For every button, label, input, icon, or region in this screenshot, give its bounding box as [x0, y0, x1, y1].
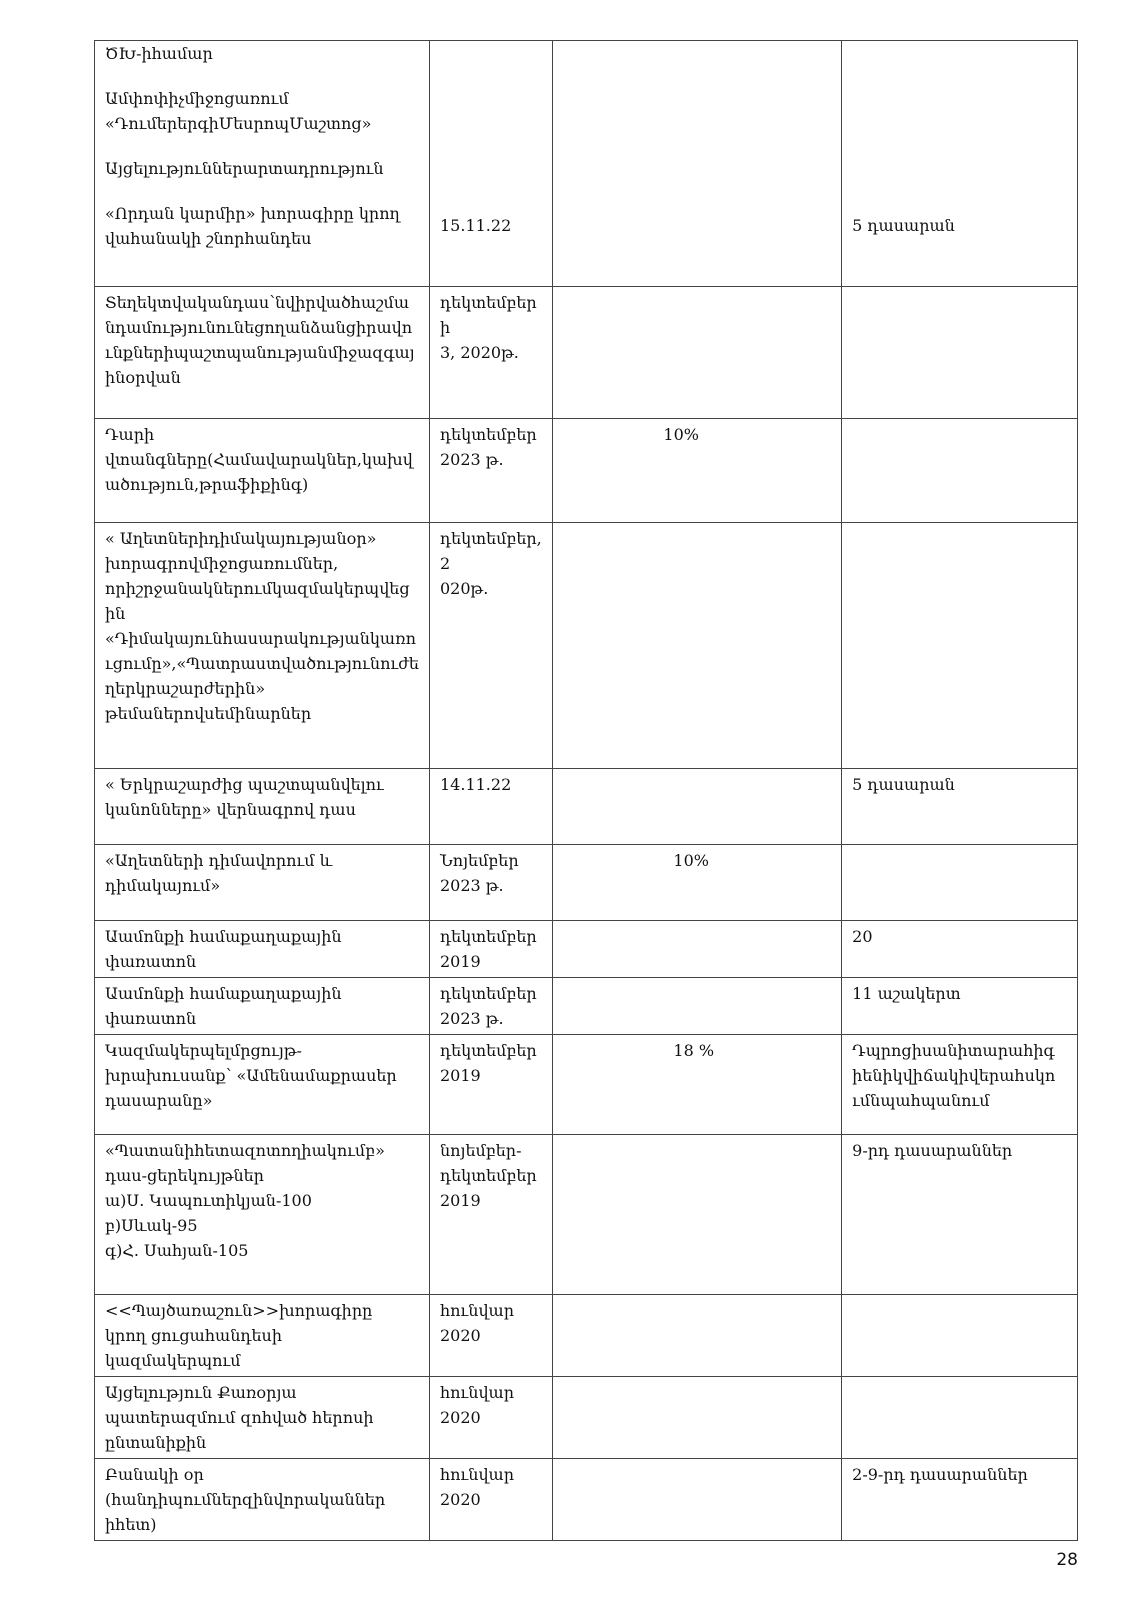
- event-cell: [95, 769, 430, 845]
- percent-cell: [553, 523, 842, 769]
- table-row: [95, 1135, 1078, 1295]
- event-cell-line: (հանդիպումներզինվորականներ: [105, 1490, 386, 1509]
- event-cell: [95, 978, 430, 1035]
- event-cell-line: [105, 181, 419, 201]
- event-cell-line: « Երկրաշարժից պաշտպանվելու: [105, 775, 384, 794]
- table-row: [95, 523, 1078, 769]
- percent-cell: [553, 1377, 842, 1459]
- date-cell: [430, 1035, 553, 1135]
- event-cell: [95, 845, 430, 921]
- event-cell-line: Տեղեկտվականդաս՝նվիրվածհաշմա: [105, 293, 409, 312]
- event-cell: [95, 1459, 430, 1541]
- date-cell-line: 2019: [440, 1066, 481, 1085]
- participants-cell: [842, 921, 1078, 978]
- event-cell-line: Աամոնքի համաքաղաքային: [105, 927, 342, 946]
- event-cell-line: նդամությունունեցողանձանցիրավո: [105, 318, 413, 337]
- table-row: [95, 845, 1078, 921]
- event-cell-line: ինօրվան: [105, 368, 181, 387]
- participants-cell-line: ւմնպահպանում: [852, 1091, 990, 1110]
- event-cell-line: ւնքներիպաշտպանությանմիջազգայ: [105, 343, 415, 362]
- table-row: [95, 287, 1078, 419]
- activities-table-body: [95, 41, 1078, 1541]
- percent-cell: [553, 921, 842, 978]
- table-row: [95, 1295, 1078, 1377]
- participants-cell: [842, 1035, 1078, 1135]
- event-cell-line: թեմաներովսեմինարներ: [105, 704, 312, 723]
- event-cell: [95, 287, 430, 419]
- event-cell-line: որիշրջանակներումկազմակերպվեց: [105, 579, 410, 598]
- percent-cell: [553, 41, 842, 287]
- participants-cell: [842, 523, 1078, 769]
- date-cell: [430, 287, 553, 419]
- event-cell-line: ւցումը»,«Պատրաստվածությունուժե: [105, 654, 419, 673]
- event-cell-line: կրող ցուցահանդեսի: [105, 1326, 283, 1345]
- event-cell-line: գ)Հ. Սահյան-105: [105, 1241, 249, 1260]
- participants-cell-line: 20: [852, 927, 873, 946]
- date-cell-line: 2019: [440, 952, 481, 971]
- participants-cell-line: 5 դասարան: [852, 775, 955, 794]
- event-cell-line: «ԴումերերգիՄեսրոպՄաշտոց»: [105, 114, 372, 133]
- event-cell-line: խրախուսանք՝ «Ամենամաքրասեր: [105, 1066, 397, 1085]
- date-cell: [430, 845, 553, 921]
- event-cell: [95, 1035, 430, 1135]
- event-cell-line: բ)Սևակ-95: [105, 1216, 198, 1235]
- percent-cell: [553, 287, 842, 419]
- date-cell-line: 2019: [440, 1191, 481, 1210]
- event-cell-line: կազմակերպում: [105, 1351, 241, 1370]
- event-cell-line: «Պատանիհետազոտողիակումբ»: [105, 1141, 385, 1160]
- table-row: [95, 1035, 1078, 1135]
- date-cell-line: 020թ.: [440, 579, 489, 598]
- event-cell: [95, 1295, 430, 1377]
- participants-cell-line: 2-9-րդ դասարաններ: [852, 1465, 1028, 1484]
- event-cell-line: Դարի: [105, 425, 155, 444]
- event-cell-line: «Որդան կարմիր» խորագիրը կրող: [105, 204, 400, 223]
- date-cell: [430, 769, 553, 845]
- table-row: [95, 1377, 1078, 1459]
- event-cell: [95, 1135, 430, 1295]
- percent-value: 10%: [663, 425, 699, 444]
- percent-cell: [553, 1295, 842, 1377]
- event-cell-line: ածություն,թրաֆիքինգ): [105, 475, 309, 494]
- participants-cell-line: Դպրոցիսանիտարահիգ: [852, 1041, 1055, 1060]
- date-cell-line: 2020: [440, 1490, 481, 1509]
- event-cell: [95, 1377, 430, 1459]
- percent-cell: [553, 1135, 842, 1295]
- table-row: [95, 978, 1078, 1035]
- percent-cell: [553, 769, 842, 845]
- event-cell-line: ա)Ս. Կապուտիկյան-100: [105, 1191, 312, 1210]
- date-cell-line: հունվար: [440, 1383, 515, 1402]
- date-cell-line: 15.11.22: [440, 216, 512, 235]
- participants-cell: [842, 978, 1078, 1035]
- table-row: [95, 419, 1078, 523]
- date-cell: [430, 523, 553, 769]
- participants-cell: [842, 419, 1078, 523]
- date-cell: [430, 1459, 553, 1541]
- date-cell-line: 2023 թ.: [440, 876, 504, 895]
- date-cell-line: դեկտեմբեր: [440, 984, 537, 1003]
- date-cell-line: 2020: [440, 1326, 481, 1345]
- event-cell-line: « Աղետներիդիմակայությանօր»: [105, 529, 377, 548]
- event-cell-line: <<Պայծառաշուն>>խորագիրը: [105, 1301, 373, 1320]
- date-cell: [430, 419, 553, 523]
- date-cell-line: 3, 2020թ.: [440, 343, 519, 362]
- event-cell-line: փառատոն: [105, 952, 197, 971]
- activities-table: [94, 40, 1078, 1541]
- event-cell-line: [105, 66, 419, 86]
- table-row: [95, 769, 1078, 845]
- event-cell-line: Կազմակերպելմրցույթ-: [105, 1041, 302, 1060]
- date-cell-line: դեկտեմբեր: [440, 425, 537, 444]
- percent-value: 18 %: [673, 1041, 715, 1060]
- table-row: [95, 1459, 1078, 1541]
- percent-cell: [553, 419, 842, 523]
- participants-cell: [842, 1135, 1078, 1295]
- date-cell: [430, 978, 553, 1035]
- date-cell-line: հունվար: [440, 1465, 515, 1484]
- event-cell-line: դաս-ցերեկույթներ: [105, 1166, 264, 1185]
- date-cell-line: դեկտեմբեր: [440, 1041, 537, 1060]
- event-cell-line: Այցելություններարտադրություն: [105, 159, 384, 178]
- participants-cell: [842, 287, 1078, 419]
- event-cell-line: խորագրովմիջոցառումներ,: [105, 554, 339, 573]
- event-cell-line: ԾԽ-իհամար: [105, 44, 213, 63]
- participants-cell: [842, 1459, 1078, 1541]
- event-cell-line: Այցելություն Քառօրյա: [105, 1383, 297, 1402]
- participants-cell-line: 11 աշակերտ: [852, 984, 961, 1003]
- percent-cell: [553, 845, 842, 921]
- event-cell: [95, 419, 430, 523]
- event-cell-line: վահանակի շնորհանդես: [105, 229, 312, 248]
- date-cell: [430, 1135, 553, 1295]
- participants-cell: [842, 1377, 1078, 1459]
- percent-cell: [553, 1459, 842, 1541]
- event-cell-line: վտանգները(Համավարակներ,կախվ: [105, 450, 413, 469]
- event-cell: [95, 41, 430, 287]
- table-row: [95, 921, 1078, 978]
- percent-cell: [553, 1035, 842, 1135]
- percent-cell: [553, 978, 842, 1035]
- event-cell-line: «Աղետների դիմավորում և: [105, 851, 333, 870]
- table-row: [95, 41, 1078, 287]
- date-cell-line: Նոյեմբեր: [440, 851, 519, 870]
- event-cell-line: դիմակայում»: [105, 876, 221, 895]
- participants-cell-line: 5 դասարան: [852, 216, 955, 235]
- event-cell-line: Բանակի օր: [105, 1465, 204, 1484]
- participants-cell: [842, 845, 1078, 921]
- date-cell-line: 2020: [440, 1408, 481, 1427]
- event-cell-line: պատերազմում զոհված հերոսի: [105, 1408, 374, 1427]
- event-cell: [95, 921, 430, 978]
- participants-cell: [842, 1295, 1078, 1377]
- date-cell-line: դեկտեմբեր,2: [440, 529, 542, 573]
- event-cell-line: Ամփոփիչմիջոցառում: [105, 89, 289, 108]
- date-cell-line: նոյեմբեր-: [440, 1141, 522, 1160]
- participants-cell: [842, 769, 1078, 845]
- participants-cell-line: իենիկվիճակիվերահսկո: [852, 1066, 1056, 1085]
- page-number: 28: [1056, 1550, 1078, 1570]
- date-cell: [430, 1295, 553, 1377]
- date-cell-line: դեկտեմբերի: [440, 293, 537, 337]
- participants-cell: [842, 41, 1078, 287]
- event-cell-line: դասարանը»: [105, 1091, 213, 1110]
- event-cell-line: «Դիմակայունհասարակությանկառո: [105, 629, 416, 648]
- event-cell-line: ընտանիքին: [105, 1433, 207, 1452]
- date-cell-line: դեկտեմբեր: [440, 927, 537, 946]
- event-cell-line: ին: [105, 604, 126, 623]
- event-cell-line: կանոնները» վերնագրով դաս: [105, 800, 356, 819]
- date-cell-line: 2023 թ.: [440, 1009, 504, 1028]
- date-cell-line: 2023 թ.: [440, 450, 504, 469]
- event-cell-line: [105, 136, 419, 156]
- percent-value: 10%: [673, 851, 709, 870]
- event-cell-line: իհետ): [105, 1515, 157, 1534]
- date-cell-line: 14.11.22: [440, 775, 512, 794]
- participants-cell-line: 9-րդ դասարաններ: [852, 1141, 1013, 1160]
- event-cell: [95, 523, 430, 769]
- date-cell: [430, 921, 553, 978]
- date-cell: [430, 1377, 553, 1459]
- event-cell-line: ղերկրաշարժերին»: [105, 679, 266, 698]
- date-cell-line: դեկտեմբեր: [440, 1166, 537, 1185]
- date-cell-line: հունվար: [440, 1301, 515, 1320]
- date-cell: [430, 41, 553, 287]
- event-cell-line: Աամոնքի համաքաղաքային: [105, 984, 342, 1003]
- event-cell-line: փառատոն: [105, 1009, 197, 1028]
